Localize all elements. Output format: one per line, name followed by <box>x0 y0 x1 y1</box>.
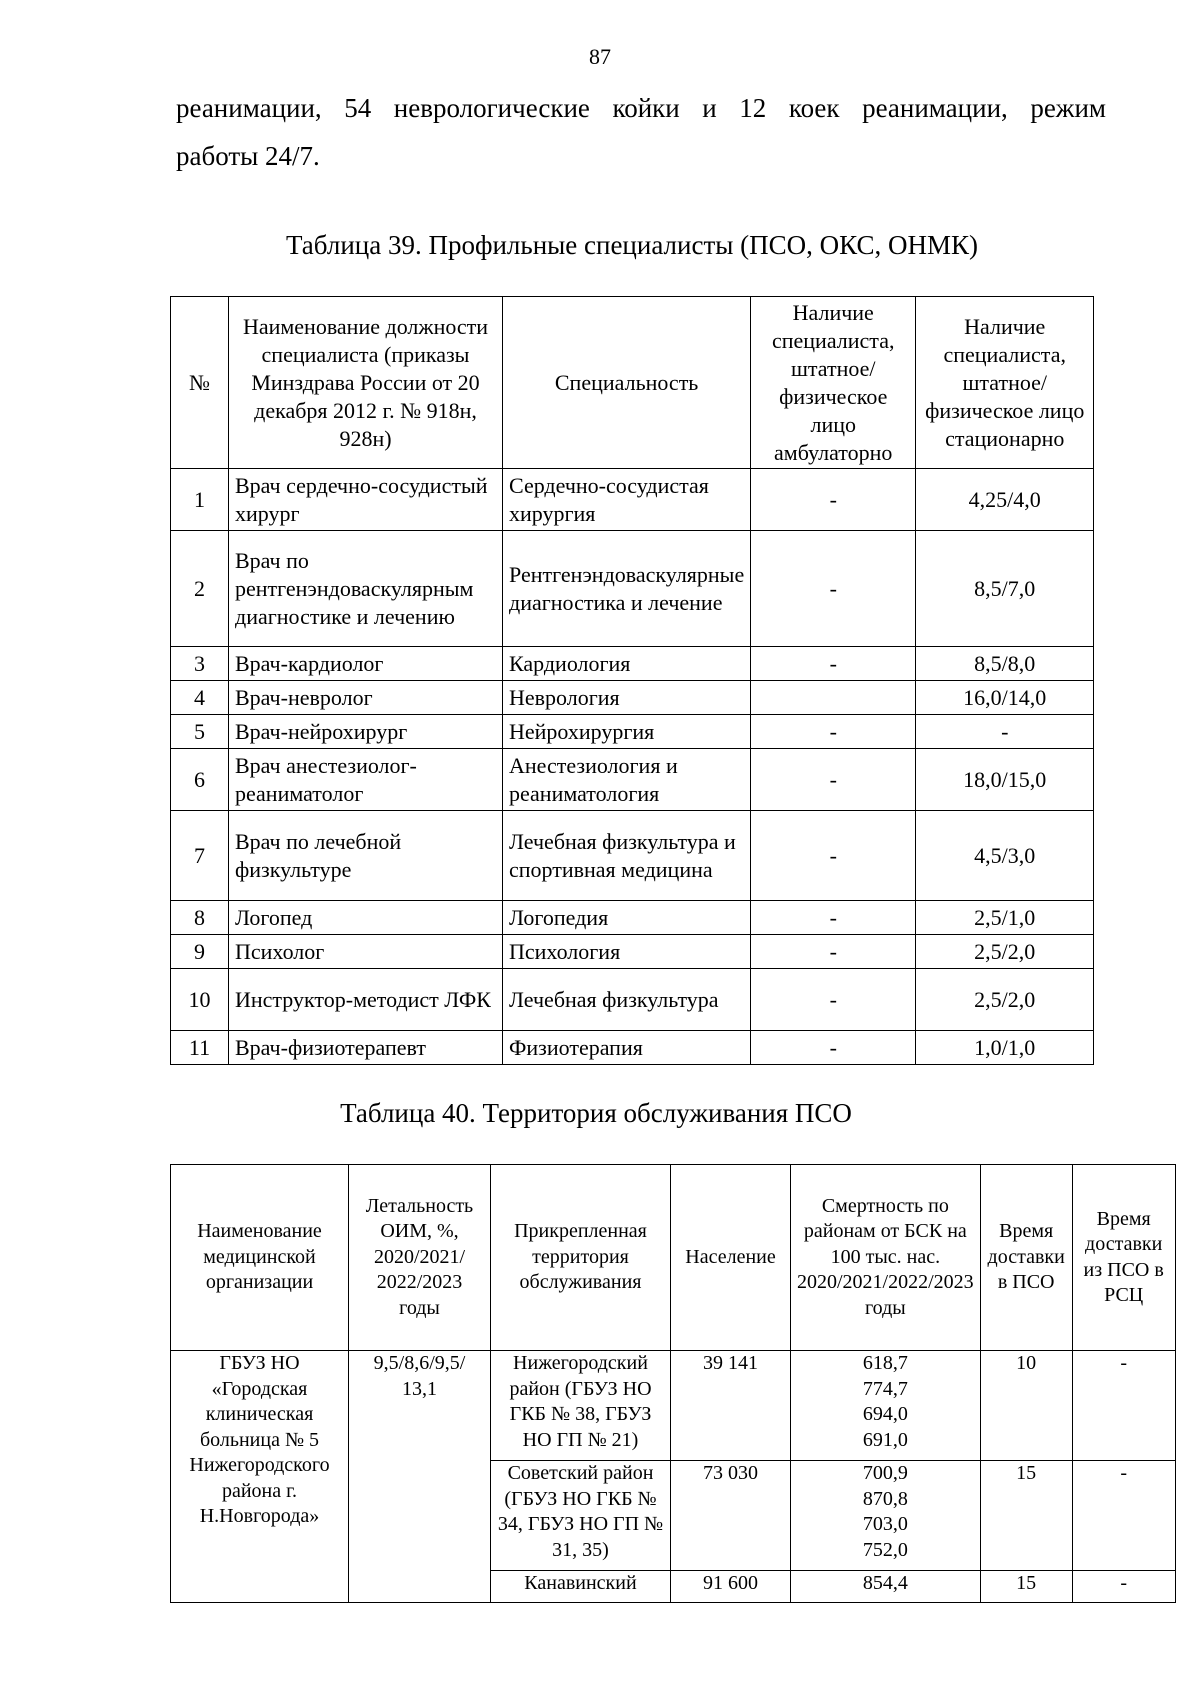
t39-num: 5 <box>171 715 229 749</box>
t39-num: 3 <box>171 647 229 681</box>
t40-population: 91 600 <box>671 1571 791 1603</box>
t39-position: Врач-кардиолог <box>229 647 503 681</box>
table-row <box>171 531 1094 647</box>
t39-specialty: Рентгенэндоваскулярные диагностика и лечение <box>503 531 751 647</box>
t39-header-outpatient: Наличие специалиста, штатное/физическое лицо амбулаторно <box>751 297 916 469</box>
t40-header-population: Население <box>671 1165 791 1351</box>
t39-specialty: Анестезиология и реаниматология <box>503 749 751 811</box>
t40-delivery-pso: 15 <box>980 1571 1072 1603</box>
t39-outpatient: - <box>751 715 916 749</box>
t40-delivery-pso: 10 <box>980 1351 1072 1461</box>
intro-paragraph <box>176 84 1106 180</box>
t40-header-lethality: Летальность ОИМ, %, 2020/2021/ 2022/2023 годы <box>349 1165 491 1351</box>
t39-num: 1 <box>171 469 229 531</box>
t39-header-num: № <box>171 297 229 469</box>
t39-outpatient: - <box>751 969 916 1031</box>
t40-territory: Канавинский <box>491 1571 671 1603</box>
t40-mortality-value: 870,8 <box>862 1487 908 1510</box>
t40-delivery-pso: 15 <box>980 1461 1072 1571</box>
t40-lethality: 9,5/8,6/9,5/ 13,1 <box>349 1351 491 1603</box>
t39-outpatient: - <box>751 749 916 811</box>
t40-delivery-rsc: - <box>1072 1461 1175 1571</box>
t39-num: 2 <box>171 531 229 647</box>
table-row <box>171 469 1094 531</box>
t39-outpatient: - <box>751 811 916 901</box>
table-row <box>171 811 1094 901</box>
t39-specialty: Лечебная физкультура <box>503 969 751 1031</box>
t40-header-mortality: Смертность по районам от БСК на 100 тыс. нас. 2020/2021/2022/2023 годы <box>791 1165 981 1351</box>
table-40-territory <box>170 1164 1176 1603</box>
t40-header-territory: Прикрепленная территория обслуживания <box>491 1165 671 1351</box>
t40-population: 73 030 <box>671 1461 791 1571</box>
t39-inpatient: 8,5/7,0 <box>916 531 1094 647</box>
t39-position: Психолог <box>229 935 503 969</box>
t39-outpatient: - <box>751 901 916 935</box>
t39-num: 8 <box>171 901 229 935</box>
table-row <box>171 969 1094 1031</box>
table-row <box>171 715 1094 749</box>
t39-inpatient: 2,5/2,0 <box>916 935 1094 969</box>
t39-outpatient: - <box>751 531 916 647</box>
t40-header-org: Наименование медицинской организации <box>171 1165 349 1351</box>
t39-inpatient: 18,0/15,0 <box>916 749 1094 811</box>
table-40-caption: Таблица 40. Территория обслуживания ПСО <box>340 1098 852 1128</box>
table-row <box>171 681 1094 715</box>
t39-header-specialty: Специальность <box>503 297 751 469</box>
t40-org: ГБУЗ НО «Городская клиническая больница № 5 Нижегородского района г. Н.Новгорода» <box>171 1351 349 1603</box>
t39-position: Врач-физиотерапевт <box>229 1031 503 1065</box>
t40-territory: Советский район (ГБУЗ НО ГКБ № 34, ГБУЗ НО ГП № 31, 35) <box>491 1461 671 1571</box>
t39-specialty: Неврология <box>503 681 751 715</box>
t40-mortality-value: 691,0 <box>862 1428 908 1451</box>
t40-mortality-value: 700,9 <box>862 1462 908 1484</box>
t39-num: 9 <box>171 935 229 969</box>
t40-mortality-value: 854,4 <box>862 1572 908 1594</box>
t39-num: 7 <box>171 811 229 901</box>
t39-inpatient: 2,5/1,0 <box>916 901 1094 935</box>
t39-position: Врач анестезиолог-реаниматолог <box>229 749 503 811</box>
t39-inpatient: 4,5/3,0 <box>916 811 1094 901</box>
t40-mortality <box>791 1351 981 1461</box>
table-row <box>171 1031 1094 1065</box>
t39-num: 11 <box>171 1031 229 1065</box>
t40-delivery-rsc: - <box>1072 1571 1175 1603</box>
t39-num: 4 <box>171 681 229 715</box>
t39-specialty: Лечебная физкультура и спортивная медицина <box>503 811 751 901</box>
table-row <box>171 901 1094 935</box>
t39-specialty: Логопедия <box>503 901 751 935</box>
t40-delivery-rsc: - <box>1072 1351 1175 1461</box>
t39-num: 10 <box>171 969 229 1031</box>
t40-mortality-value: 703,0 <box>862 1513 908 1535</box>
t39-inpatient: 2,5/2,0 <box>916 969 1094 1031</box>
t39-header-position: Наименование должности специалиста (приказы Минздрава России от 20 декабря 2012 г. № 918н, 928н) <box>229 297 503 469</box>
t39-position: Врач-нейрохирург <box>229 715 503 749</box>
t39-outpatient: - <box>751 469 916 531</box>
t40-mortality-value: 774,7 <box>862 1377 908 1400</box>
table-39-caption: Таблица 39. Профильные специалисты (ПСО, ОКС, ОНМК) <box>285 230 978 260</box>
t39-position: Врач по лечебной физкультуре <box>229 811 503 901</box>
t39-position: Врач-невролог <box>229 681 503 715</box>
t39-specialty: Нейрохирургия <box>503 715 751 749</box>
table-row <box>171 935 1094 969</box>
t39-position: Врач сердечно-сосудистый хирург <box>229 469 503 531</box>
t40-territory: Нижегородский район (ГБУЗ НО ГКБ № 38, ГБУЗ НО ГП № 21) <box>491 1351 671 1461</box>
t39-outpatient: - <box>751 647 916 681</box>
intro-line-2: работы 24/7. <box>176 141 320 171</box>
t39-specialty: Психология <box>503 935 751 969</box>
t39-specialty: Кардиология <box>503 647 751 681</box>
table-row <box>171 1351 1176 1461</box>
t39-position: Врач по рентгенэндоваскулярным диагностике и лечению <box>229 531 503 647</box>
t39-specialty: Физиотерапия <box>503 1031 751 1065</box>
t39-header-inpatient: Наличие специалиста, штатное/физическое лицо стационарно <box>916 297 1094 469</box>
t40-population: 39 141 <box>671 1351 791 1461</box>
t40-mortality-value: 752,0 <box>862 1538 908 1561</box>
t40-header-delivery-pso: Время доставки в ПСО <box>980 1165 1072 1351</box>
t39-specialty: Сердечно-сосудистая хирургия <box>503 469 751 531</box>
table-row <box>171 749 1094 811</box>
t39-position: Логопед <box>229 901 503 935</box>
t39-num: 6 <box>171 749 229 811</box>
t39-inpatient: 1,0/1,0 <box>916 1031 1094 1065</box>
t39-inpatient: 4,25/4,0 <box>916 469 1094 531</box>
t40-mortality-value: 694,0 <box>862 1403 908 1425</box>
t40-mortality-value: 618,7 <box>862 1352 908 1374</box>
t40-mortality <box>791 1571 981 1603</box>
t39-outpatient: - <box>751 1031 916 1065</box>
t39-inpatient: 16,0/14,0 <box>916 681 1094 715</box>
intro-line-1: реанимации, 54 неврологические койки и 12 коек реанимации, режим <box>176 93 1106 123</box>
t40-mortality <box>791 1461 981 1571</box>
t40-header-delivery-rsc: Время доставки из ПСО в РСЦ <box>1072 1165 1175 1351</box>
t39-position: Инструктор-методист ЛФК <box>229 969 503 1031</box>
t39-outpatient: - <box>751 935 916 969</box>
t39-inpatient: 8,5/8,0 <box>916 647 1094 681</box>
page-number: 87 <box>589 44 611 69</box>
table-row <box>171 647 1094 681</box>
table-39-specialists <box>170 296 1094 1065</box>
t39-outpatient <box>751 681 916 715</box>
t39-inpatient: - <box>916 715 1094 749</box>
